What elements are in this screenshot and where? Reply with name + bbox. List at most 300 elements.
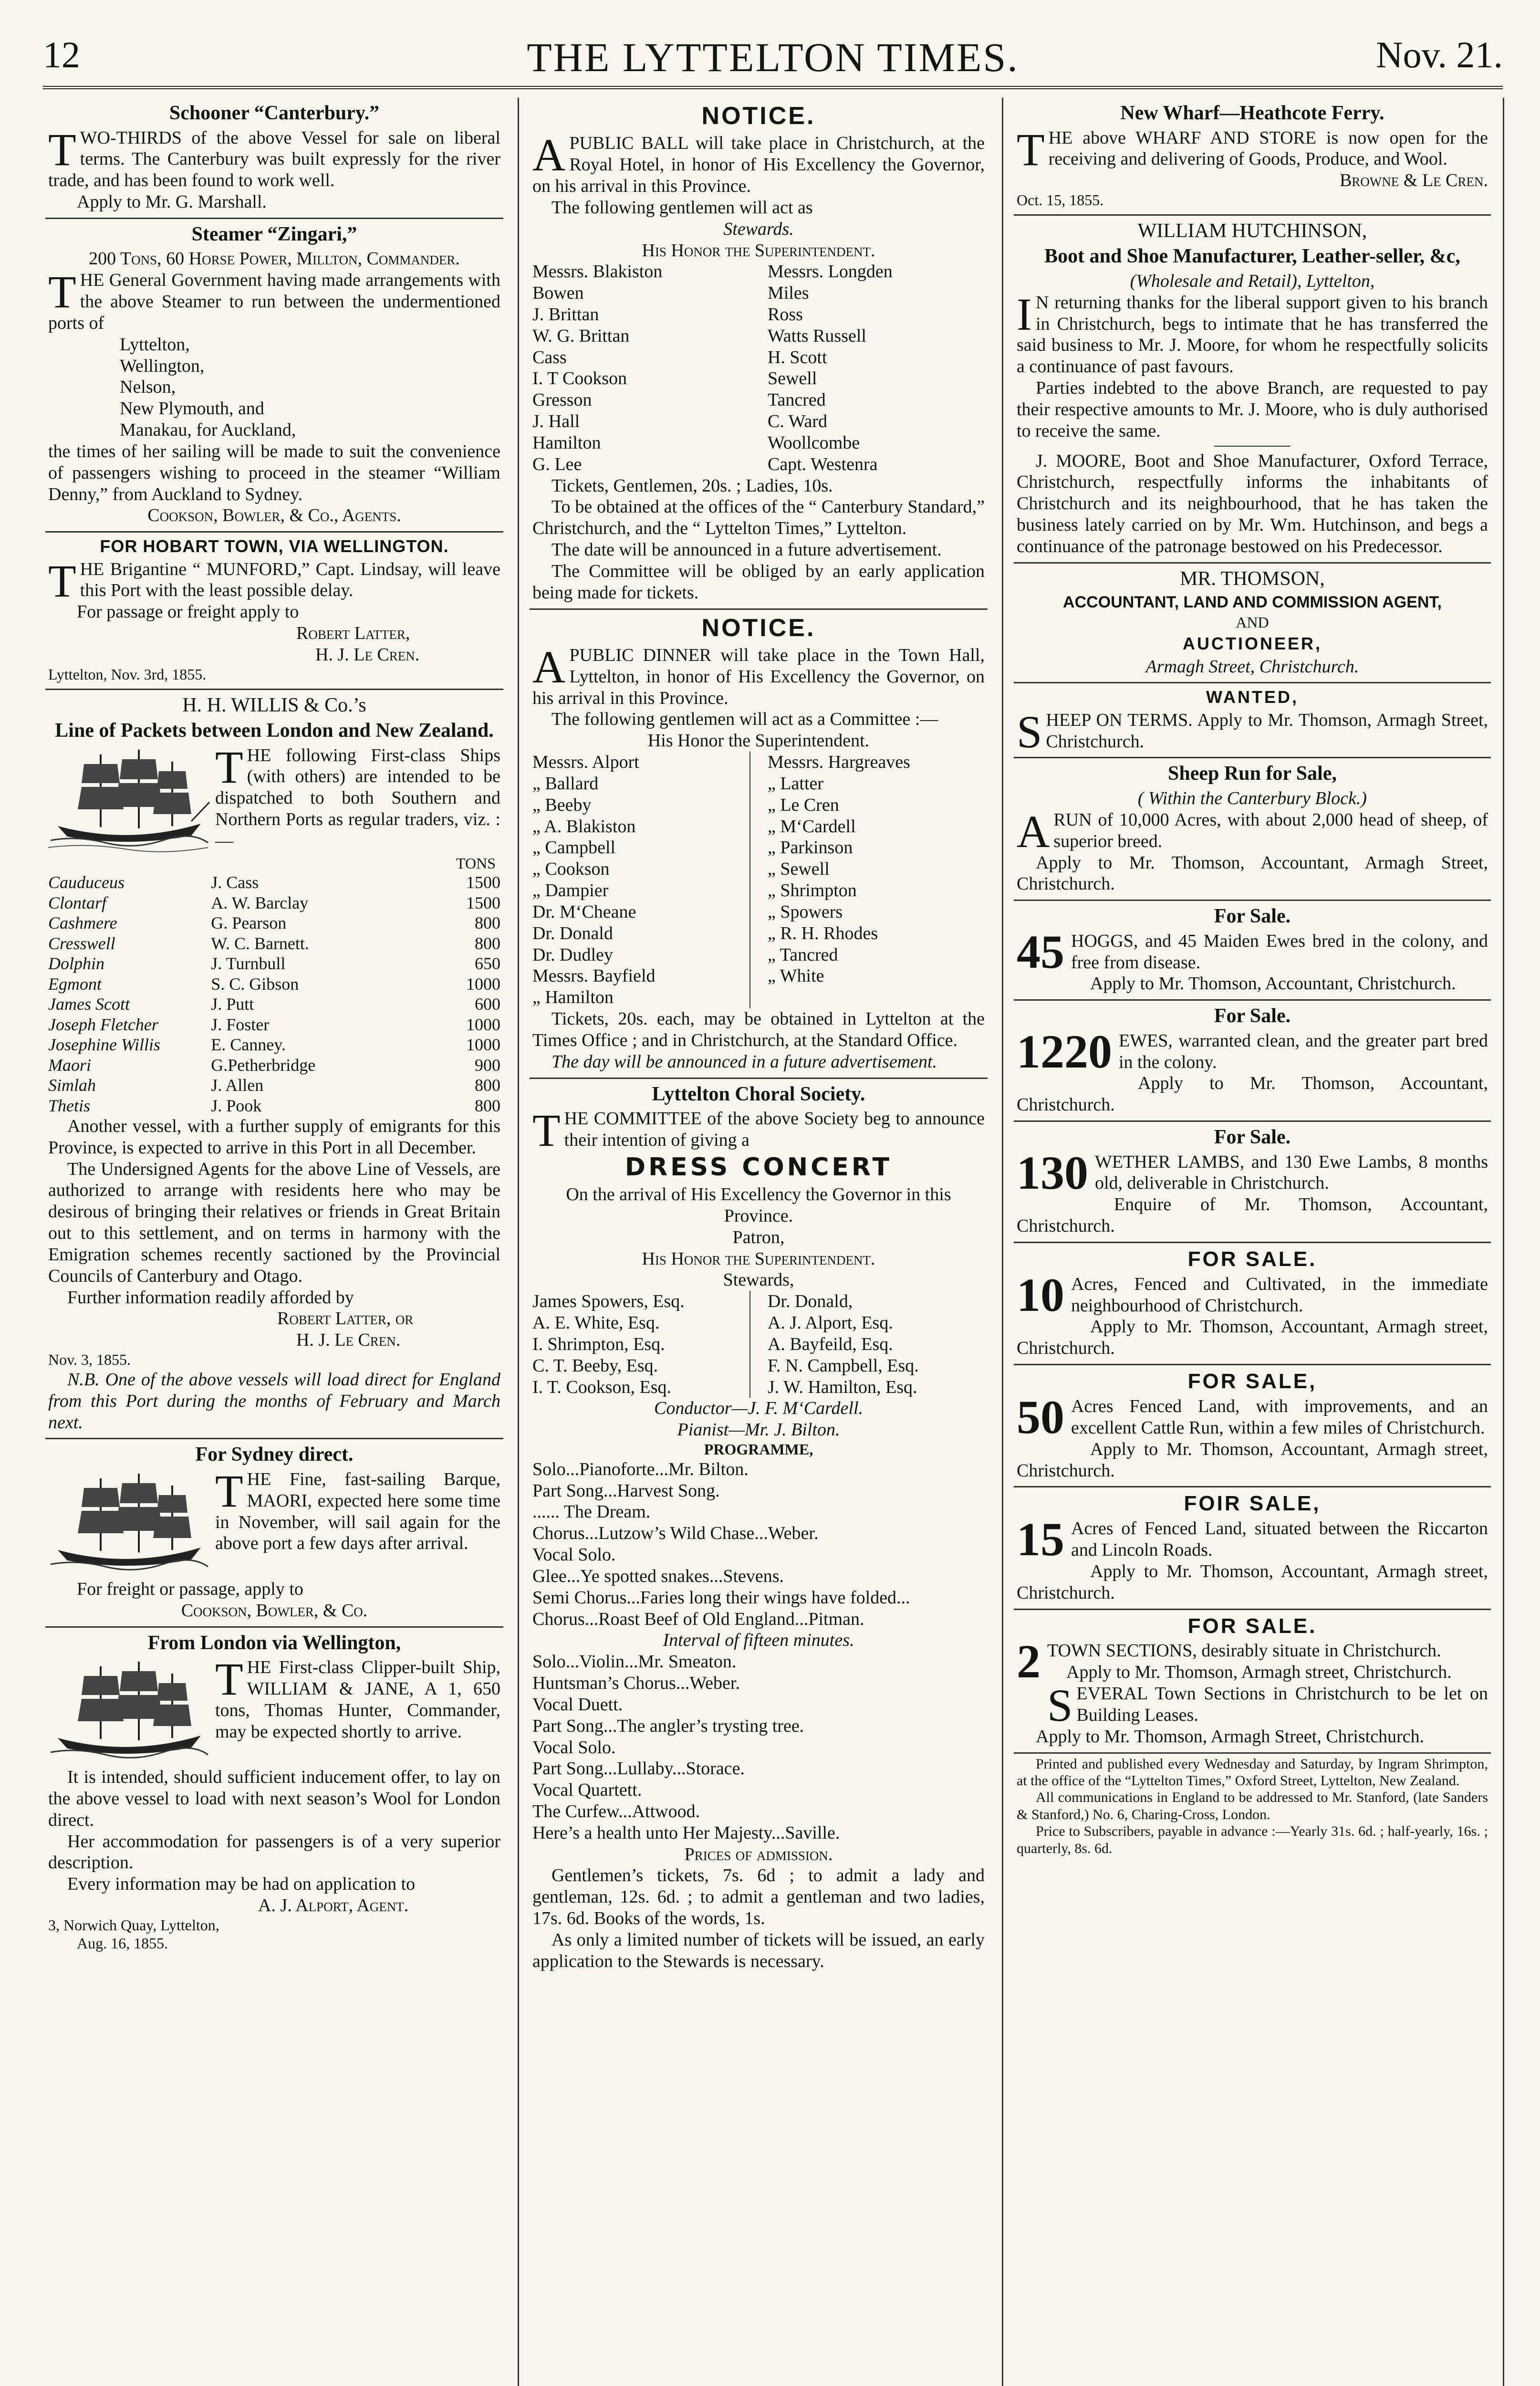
- vessel-name: Thetis: [48, 1096, 91, 1115]
- ad-body: The Committee will be obliged by an early application being made for tickets.: [532, 561, 985, 603]
- committee-name: „ Cookson: [532, 859, 610, 879]
- conductor: Conductor—J. F. M‘Cardell.: [654, 1398, 864, 1419]
- vessel-row: [48, 1096, 500, 1116]
- vessel-row: [48, 994, 500, 1014]
- ad-number: 15: [1017, 1513, 1064, 1566]
- stewards-right: [768, 261, 985, 475]
- committee-name: „ Beeby: [532, 795, 592, 815]
- steward-name: Tancred: [767, 390, 826, 410]
- ad-line: ACCOUNTANT, LAND AND COMMISSION AGENT,: [1063, 593, 1442, 612]
- committee-name: „ Parkinson: [767, 837, 853, 858]
- ad-signature: Cookson, Bowler, & Co.: [181, 1600, 368, 1621]
- ad-number: 2: [1017, 1635, 1041, 1688]
- ad-title: Lyttelton Choral Society.: [652, 1083, 865, 1105]
- ad-body: Acres of Fenced Land, situated between the Riccarton and Lincoln Roads.: [1071, 1518, 1488, 1560]
- steward-name: F. N. Campbell, Esq.: [767, 1355, 919, 1376]
- vessel-master: J. Foster: [211, 1015, 270, 1034]
- drop-cap: A: [532, 129, 566, 181]
- vessel-tons: 800: [475, 1076, 500, 1095]
- ad-title: For Sale.: [1214, 1126, 1291, 1149]
- ad-signature: Cookson, Bowler, & Co., Agents.: [147, 505, 401, 526]
- vessel-name: Cashmere: [48, 913, 117, 933]
- committee-name: „ Spowers: [767, 901, 843, 922]
- vessel-tons: 1500: [466, 873, 500, 892]
- ad-body: HE First-class Clipper-built Ship, WILLIAM & JANE, A 1, 650 tons, Thomas Hunter, Commander, may be expected shortly to arrive.: [215, 1657, 500, 1742]
- port-list: [48, 334, 500, 441]
- drop-cap: S: [1017, 706, 1042, 757]
- ad-dateline: Lyttelton, Nov. 3rd, 1855.: [48, 665, 207, 683]
- ad-signature: H. J. Le Cren.: [296, 1330, 401, 1350]
- vessel-name: Clontarf: [48, 893, 107, 912]
- ad-title: NOTICE.: [701, 102, 816, 130]
- ad-mr-thomson: [1014, 564, 1491, 684]
- programme-item: Semi Chorus...Faries long their wings have folded...: [532, 1587, 910, 1608]
- ad-number: 50: [1017, 1391, 1064, 1444]
- ad-public-dinner: [530, 610, 988, 1079]
- ad-sydney-direct: [45, 1439, 503, 1627]
- ad-body: Further information readily afforded by: [67, 1287, 354, 1308]
- masthead-rule: [43, 86, 1503, 89]
- ship-block: [48, 1465, 500, 1579]
- committee-name: „ Tancred: [767, 944, 838, 965]
- vessel-tons: 800: [475, 933, 500, 953]
- ad-title: H. H. WILLIS & Co.’s: [182, 694, 366, 716]
- port: Nelson,: [120, 377, 176, 398]
- imprint-communications: All communications in England to be addressed to Mr. Stanford, (late Sanders & Stanford,) No. 6, Charing-Cross, London.: [1017, 1790, 1488, 1822]
- drop-cap: T: [48, 266, 76, 318]
- vessel-row: [48, 893, 500, 913]
- steward-name: Gresson: [532, 390, 592, 410]
- vessel-row: [48, 953, 500, 973]
- vessel-tons: 650: [475, 954, 500, 973]
- steward-name: H. Scott: [767, 347, 827, 367]
- committee-name: Messrs. Alport: [532, 752, 639, 773]
- column-divider: [1503, 98, 1504, 2386]
- programme-item: Huntsman’s Chorus...Weber.: [532, 1673, 740, 1694]
- stewards-left: [532, 1291, 750, 1398]
- ad-signature: Robert Latter, or: [277, 1308, 414, 1329]
- ad-dateline: Oct. 15, 1855.: [1017, 191, 1104, 209]
- programme-item: Part Song...Lullaby...Storace.: [532, 1758, 745, 1779]
- ad-title: NOTICE.: [701, 614, 816, 642]
- ad-apply: Apply to Mr. Thomson, Accountant, Christchurch.: [1090, 973, 1456, 994]
- steward-name: James Spowers, Esq.: [532, 1291, 685, 1312]
- patron: His Honor the Superintendent.: [642, 1248, 875, 1269]
- vessel-row: [48, 1015, 500, 1035]
- vessel-row: [48, 974, 500, 994]
- ad-hoggs: [1014, 901, 1491, 1001]
- vessel-row: [48, 872, 500, 892]
- committee-name: „ Sewell: [767, 859, 830, 879]
- ad-body: HE Brigantine “ MUNFORD,” Capt. Lindsay, will leave this Port with the least possible delay.: [80, 559, 500, 601]
- ad-apply: Apply to Mr. Thomson, Armagh street, Christchurch.: [1066, 1662, 1452, 1683]
- sailing-ship-icon: [48, 1657, 210, 1767]
- vessel-master: G. Pearson: [211, 913, 287, 933]
- committee-name: Messrs. Hargreaves: [767, 752, 910, 773]
- ad-body: TOWN SECTIONS, desirably situate in Christchurch.: [1047, 1641, 1441, 1661]
- ad-subtitle: 200 Tons, 60 Horse Power, Millton, Commander.: [89, 249, 460, 269]
- vessel-name: Maori: [48, 1055, 91, 1075]
- steward-name: I. T Cookson: [532, 368, 627, 389]
- committee-list: [532, 752, 985, 1008]
- issue-date: Nov. 21.: [1376, 34, 1503, 75]
- programme-item: Vocal Solo.: [532, 1545, 616, 1565]
- ad-signature: H. J. Le Cren.: [315, 644, 420, 665]
- steward-name: Ross: [767, 304, 803, 324]
- ad-address: Armagh Street, Christchurch.: [1145, 656, 1359, 677]
- tons-label: TONS: [456, 854, 496, 872]
- committee-name: „ A. Blakiston: [532, 816, 636, 837]
- ad-wholesale: (Wholesale and Retail), Lyttelton,: [1130, 271, 1375, 291]
- ad-title: FOR SALE.: [1187, 1614, 1317, 1638]
- ad-apply: Apply to Mr. Thomson, Accountant, Armagh street, Christchurch.: [1017, 1561, 1488, 1603]
- ad-apply: For passage or freight apply to: [77, 602, 299, 622]
- ad-body: RUN of 10,000 Acres, with about 2,000 head of sheep, of superior breed.: [1053, 809, 1488, 851]
- committee-name: „ Hamilton: [532, 987, 614, 1008]
- ad-title: For Sale.: [1214, 1005, 1291, 1027]
- ad-apply: Apply to Mr. Thomson, Accountant, Christchurch.: [1017, 1073, 1488, 1115]
- ad-body: HE COMMITTEE of the above Society beg to announce their intention of giving a: [564, 1109, 985, 1150]
- drop-cap: T: [215, 1653, 243, 1705]
- steward-name: J. W. Hamilton, Esq.: [767, 1377, 917, 1397]
- committee-name: Dr. Dudley: [532, 944, 613, 965]
- ad-body: PUBLIC BALL will take place in Christchurch, at the Royal Hotel, in honor of His Excellency the Governor, on his arrival in this Province.: [532, 133, 985, 197]
- vessel-table: [48, 872, 500, 1116]
- ad-title: From London via Wellington,: [147, 1632, 401, 1654]
- ad-body: the times of her sailing will be made to suit the convenience of passengers wishing to proceed in the steamer “William Denny,” from Auckland to Sydney.: [48, 441, 500, 504]
- ad-body: WO-THIRDS of the above Vessel for sale on liberal terms. The Canterbury was built expressly for the river trade, and has been found to work well.: [48, 127, 500, 191]
- ad-tickets: Tickets, Gentlemen, 20s. ; Ladies, 10s.: [551, 475, 833, 496]
- vessel-tons: 1000: [466, 974, 500, 994]
- ad-title: WILLIAM HUTCHINSON,: [1137, 220, 1367, 242]
- ad-body: WETHER LAMBS, and 130 Ewe Lambs, 8 months old, deliverable in Christchurch.: [1095, 1151, 1488, 1193]
- committee-name: Messrs. Bayfield: [532, 966, 656, 986]
- vessel-name: James Scott: [48, 994, 130, 1014]
- ad-number: 45: [1017, 925, 1064, 978]
- steward-name: Hamilton: [532, 432, 601, 453]
- ad-choral-society: [530, 1079, 988, 1977]
- vessel-tons: 900: [475, 1055, 500, 1075]
- ad-body: Her accommodation for passengers is of a very superior description.: [48, 1831, 500, 1873]
- steward-name: Bowen: [532, 283, 584, 303]
- ship-block: [48, 1653, 500, 1767]
- ad-10-acres: [1014, 1243, 1491, 1365]
- ad-subtitle: Boot and Shoe Manufacturer, Leather-seller, &c,: [1044, 245, 1460, 268]
- ad-number: 130: [1017, 1146, 1088, 1199]
- steward-name: G. Lee: [532, 454, 582, 474]
- ad-apply: For freight or passage, apply to: [77, 1579, 303, 1599]
- port: Lyttelton,: [120, 334, 190, 355]
- programme-label: PROGRAMME,: [704, 1441, 813, 1458]
- ad-body: Acres Fenced Land, with improvements, and an excellent Cattle Run, within a few miles of Christchurch.: [1071, 1396, 1488, 1438]
- ad-body: PUBLIC DINNER will take place in the Town Hall, Lyttelton, in honor of His Excellency the Governor, on his arrival in this Province.: [532, 645, 985, 708]
- vessel-master: W. C. Barnett.: [211, 933, 309, 953]
- vessel-master: J. Allen: [211, 1076, 264, 1095]
- ad-title: WANTED,: [1206, 687, 1299, 707]
- committee-name: Dr. Donald: [532, 923, 613, 943]
- ad-wanted: [1014, 683, 1491, 758]
- steward-name: Messrs. Blakiston: [532, 262, 663, 282]
- steward-name: C. Ward: [767, 411, 827, 432]
- paper-title: THE LYTTELTON TIMES.: [527, 34, 1019, 80]
- ad-note: N.B. One of the above vessels will load direct for England from this Port during the months of February and March next.: [48, 1369, 500, 1433]
- committee-name: Dr. M‘Cheane: [532, 901, 636, 922]
- vessel-tons: 1000: [466, 1015, 500, 1034]
- vessel-master: E. Canney.: [211, 1035, 286, 1055]
- drop-cap: A: [1017, 806, 1050, 857]
- ad-note: The day will be announced in a future advertisement.: [551, 1051, 937, 1072]
- column-divider: [1002, 98, 1003, 2386]
- stewards-label: Stewards.: [723, 219, 794, 239]
- steward-name: W. G. Brittan: [532, 325, 630, 346]
- ad-apply: Apply to Mr. Thomson, Accountant, Armagh street, Christchurch.: [1017, 1317, 1488, 1359]
- committee-name: „ M‘Cardell: [767, 816, 856, 837]
- ad-body: HOGGS, and 45 Maiden Ewes bred in the colony, and free from disease.: [1071, 931, 1488, 973]
- vessel-tons: 1500: [466, 893, 500, 912]
- committee-name: „ Latter: [767, 773, 824, 794]
- port: Manakau, for Auckland,: [120, 420, 296, 440]
- vessel-master: J. Pook: [211, 1096, 262, 1115]
- drop-cap: T: [215, 1465, 243, 1517]
- drop-cap: T: [48, 555, 76, 607]
- column-2: [530, 98, 988, 2386]
- ad-body: HE following First-class Ships (with others) are intended to be dispatched to both Southern and Northern Ports as regular traders, viz. :—: [215, 745, 500, 851]
- ad-body: HE above WHARF AND STORE is now open for the receiving and delivering of Goods, Produce, and Wool.: [1048, 127, 1488, 169]
- ad-town-sections: [1014, 1610, 1491, 1754]
- ad-body: HE General Government having made arrangements with the above Steamer to run between the undermentioned ports of: [48, 270, 500, 333]
- ad-title: FOIR SALE,: [1184, 1492, 1321, 1516]
- ad-title: New Wharf—Heathcote Ferry.: [1120, 102, 1384, 124]
- steward-name: J. Hall: [532, 411, 580, 432]
- vessel-name: Dolphin: [48, 954, 105, 973]
- ad-body: EWES, warranted clean, and the greater part bred in the colony.: [1119, 1030, 1488, 1072]
- ad-body: The Undersigned Agents for the above Line of Vessels, are authorized to arrange with residents here who may be desirous of bringing their relatives or friends in Great Britain out to this settlement, and on terms in harmony with the Emigration schemes recently sactioned by the Provincial Councils of Canterbury and Otago.: [48, 1159, 500, 1286]
- steward-name: I. Shrimpton, Esq.: [532, 1334, 665, 1354]
- ad-body: The date will be announced in a future advertisement.: [551, 540, 942, 560]
- vessel-tons: 1000: [466, 1035, 500, 1055]
- programme-item: Chorus...Lutzow’s Wild Chase...Weber.: [532, 1523, 819, 1544]
- ad-steamer-zingari: [45, 219, 503, 533]
- vessel-row: [48, 1035, 500, 1055]
- imprint: [1014, 1754, 1491, 1862]
- drop-cap: S: [1047, 1680, 1073, 1731]
- ad-apply: Apply to Mr. Thomson, Armagh Street, Christchurch.: [1036, 1726, 1425, 1747]
- port: New Plymouth, and: [120, 398, 264, 419]
- stewards-label: Stewards,: [723, 1270, 794, 1290]
- ad-dateline: Nov. 3, 1855.: [48, 1351, 131, 1369]
- ad-new-wharf: [1014, 98, 1491, 216]
- steward-name: A. Bayfeild, Esq.: [767, 1334, 893, 1354]
- ad-title: For Sydney direct.: [195, 1444, 354, 1466]
- vessel-tons: 600: [475, 994, 500, 1014]
- ad-line: AUCTIONEER,: [1182, 634, 1322, 654]
- ad-title: FOR SALE,: [1187, 1370, 1317, 1393]
- ad-wether-lambs: [1014, 1122, 1491, 1243]
- imprint-price: Price to Subscribers, payable in advance :—Yearly 31s. 6d. ; half-yearly, 16s. ; quarterly, 8s. 6d.: [1017, 1823, 1488, 1856]
- ad-body: EVERAL Town Sections in Christchurch to be let on Building Leases.: [1076, 1684, 1488, 1725]
- superintendent: His Honor the Superintendent.: [642, 240, 875, 261]
- drop-cap: T: [48, 124, 76, 175]
- steward-name: Miles: [767, 283, 809, 303]
- programme-item: Solo...Violin...Mr. Smeaton.: [532, 1652, 737, 1672]
- ad-50-acres: [1014, 1365, 1491, 1487]
- steward-name: Sewell: [767, 368, 817, 389]
- ad-body: The following gentlemen will act as a Committee :—: [551, 709, 938, 730]
- column-divider: [518, 98, 519, 2386]
- ad-15-acres: [1014, 1487, 1491, 1610]
- ad-body: HE Fine, fast-sailing Barque, MAORI, expected here some time in November, will sail again for the above port a few days after arrival.: [215, 1469, 500, 1554]
- sailing-ship-icon: [48, 745, 210, 855]
- imprint-printed: Printed and published every Wednesday and Saturday, by Ingram Shrimpton, at the office of the “Lyttelton Times,” Oxford Street, Lyttelton, New Zealand.: [1017, 1756, 1488, 1789]
- committee-name: „ Campbell: [532, 837, 616, 858]
- port: Wellington,: [120, 356, 205, 376]
- ad-title: Sheep Run for Sale,: [1168, 763, 1337, 785]
- vessel-master: J. Cass: [211, 873, 259, 892]
- interval: Interval of fifteen minutes.: [663, 1630, 854, 1651]
- masthead: [43, 29, 1503, 91]
- programme-item: Part Song...The angler’s trysting tree.: [532, 1716, 804, 1736]
- programme-item: ...... The Dream.: [532, 1502, 651, 1522]
- ad-body: Acres, Fenced and Cultivated, in the immediate neighbourhood of Christchurch.: [1071, 1274, 1488, 1316]
- programme-item: Vocal Solo.: [532, 1737, 616, 1758]
- drop-cap: T: [532, 1105, 561, 1156]
- ad-dateline: Aug. 16, 1855.: [77, 1934, 168, 1952]
- ad-apply: Apply to Mr. G. Marshall.: [77, 192, 267, 212]
- vessel-master: J. Putt: [211, 994, 254, 1014]
- ad-sheep-run: [1014, 758, 1491, 901]
- steward-name: Dr. Donald,: [767, 1291, 853, 1312]
- steward-name: Cass: [532, 347, 567, 367]
- ad-body: N returning thanks for the liberal support given to his branch in Christchurch, begs to intimate that he has transferred the said business to Mr. J. Moore, for whom he respectfully solicits a continuance of past favours.: [1017, 292, 1488, 377]
- sailing-ship-icon: [48, 1469, 210, 1579]
- divider: [1214, 446, 1290, 447]
- ad-subtitle: ( Within the Canterbury Block.): [1137, 788, 1367, 809]
- steward-name: J. Brittan: [532, 304, 599, 324]
- concert-arrival: On the arrival of His Excellency the Governor in this Province.: [566, 1184, 951, 1226]
- drop-cap: A: [532, 641, 566, 692]
- steward-name: Messrs. Longden: [767, 262, 893, 282]
- ad-title: Schooner “Canterbury.”: [169, 102, 380, 124]
- vessel-master: A. W. Barclay: [211, 893, 309, 912]
- stewards-list: [532, 1291, 985, 1398]
- ad-tickets: Tickets, 20s. each, may be obtained in Lyttelton at the Times Office ; and in Christchurch, at the Standard Office.: [532, 1009, 985, 1050]
- vessel-row: [48, 913, 500, 933]
- ad-address: 3, Norwich Quay, Lyttelton,: [48, 1916, 219, 1934]
- ad-body: To be obtained at the offices of the “ Canterbury Standard,” Christchurch, and the “ Lyttelton Times,” Lyttelton.: [532, 497, 985, 539]
- ad-body: Parties indebted to the above Branch, are requested to pay their respective amounts to Mr. J. Moore, who is duly authorised to receive the same.: [1017, 378, 1488, 441]
- committee-left: [532, 752, 750, 1008]
- stewards-list: [532, 261, 985, 475]
- committee-name: „ Le Cren: [767, 795, 839, 815]
- vessel-master: G.Petherbridge: [211, 1055, 316, 1075]
- programme-item: The Curfew...Attwood.: [532, 1801, 700, 1821]
- vessel-row: [48, 1055, 500, 1075]
- vessel-master: J. Turnbull: [211, 954, 286, 973]
- drop-cap: T: [215, 741, 243, 793]
- vessel-name: Egmont: [48, 974, 102, 994]
- pianist: Pianist—Mr. J. Bilton.: [677, 1420, 840, 1440]
- programme-item: Here’s a health unto Her Majesty...Saville.: [532, 1822, 840, 1843]
- ad-and: AND: [1236, 614, 1269, 631]
- ad-apply: Apply to Mr. Thomson, Accountant, Armagh Street, Christchurch.: [1017, 852, 1488, 894]
- ad-subtitle: Line of Packets between London and New Zealand.: [55, 720, 494, 742]
- programme-list: [532, 1459, 985, 1630]
- vessel-rows: [48, 872, 500, 1116]
- vessel-name: Joseph Fletcher: [48, 1015, 158, 1034]
- ad-number: 10: [1017, 1268, 1064, 1321]
- vessel-tons: 800: [475, 1096, 500, 1115]
- vessel-name: Cresswell: [48, 933, 115, 953]
- programme-list: [532, 1651, 985, 1843]
- programme-item: Vocal Quartett.: [532, 1780, 642, 1800]
- ad-willis-packets: [45, 690, 503, 1440]
- stewards-right: [758, 1291, 985, 1398]
- programme-item: Vocal Duett.: [532, 1694, 623, 1715]
- ship-block: [48, 741, 500, 855]
- column-1: [45, 98, 503, 2386]
- programme-item: Solo...Pianoforte...Mr. Bilton.: [532, 1459, 749, 1479]
- ad-body: It is intended, should sufficient inducement offer, to lay on the above vessel to load with next season’s Wool for London direct.: [48, 1767, 500, 1830]
- ad-title: Steamer “Zingari,”: [191, 223, 357, 245]
- ad-william-hutchinson: [1014, 216, 1491, 564]
- ad-title: MR. THOMSON,: [1180, 567, 1325, 590]
- steward-name: I. T. Cookson, Esq.: [532, 1377, 671, 1397]
- stewards-left: [532, 261, 749, 475]
- committee-name: „ Dampier: [532, 880, 609, 901]
- steward-name: Capt. Westenra: [767, 454, 878, 474]
- vessel-tons: 800: [475, 913, 500, 933]
- ad-body: HEEP ON TERMS. Apply to Mr. Thomson, Armagh Street, Christchurch.: [1046, 710, 1488, 752]
- ad-schooner-canterbury: [45, 98, 503, 219]
- vessel-row: [48, 933, 500, 953]
- ad-prices: Gentlemen’s tickets, 7s. 6d ; to admit a lady and gentleman, 12s. 6d. ; to admit a gentleman and two ladies, 17s. 6d. Books of the words, 1s.: [532, 1865, 985, 1929]
- steward-name: A. E. White, Esq.: [532, 1313, 660, 1333]
- column-3: [1014, 98, 1491, 2386]
- vessel-master: S. C. Gibson: [211, 974, 299, 994]
- ad-body: As only a limited number of tickets will be issued, an early application to the Stewards is necessary.: [532, 1929, 985, 1971]
- vessel-name: Josephine Willis: [48, 1035, 160, 1055]
- vessel-row: [48, 1075, 500, 1095]
- ad-ewes: [1014, 1001, 1491, 1122]
- ad-title: FOR HOBART TOWN, VIA WELLINGTON.: [100, 536, 449, 556]
- steward-name: Woollcombe: [767, 432, 860, 453]
- ad-body: The following gentlemen will act as: [551, 197, 813, 218]
- ad-number: 1220: [1017, 1025, 1112, 1078]
- ad-hobart-town: [45, 533, 503, 690]
- superintendent: His Honor the Superintendent.: [647, 731, 870, 751]
- page-number: 12: [43, 34, 80, 75]
- ad-title: FOR SALE.: [1187, 1247, 1317, 1271]
- programme-item: Chorus...Roast Beef of Old England...Pitman.: [532, 1609, 864, 1629]
- steward-name: Watts Russell: [767, 325, 866, 346]
- committee-name: „ White: [767, 966, 824, 986]
- vessel-name: Simlah: [48, 1076, 96, 1095]
- steward-name: A. J. Alport, Esq.: [767, 1313, 893, 1333]
- patron-label: Patron,: [732, 1227, 785, 1247]
- prices-label: Prices of admission.: [684, 1844, 833, 1864]
- programme-item: Part Song...Harvest Song.: [532, 1480, 720, 1501]
- committee-name: „ R. H. Rhodes: [767, 923, 878, 943]
- ad-body: Another vessel, with a further supply of emigrants for this Province, is expected to arrive in this Port in all December.: [48, 1116, 500, 1158]
- vessel-name: Cauduceus: [48, 873, 125, 892]
- steward-name: C. T. Beeby, Esq.: [532, 1355, 658, 1376]
- ad-title: For Sale.: [1214, 905, 1291, 928]
- ad-apply: Apply to Mr. Thomson, Accountant, Armagh street, Christchurch.: [1017, 1439, 1488, 1481]
- ad-body: Every information may be had on application to: [67, 1874, 416, 1894]
- ad-london-via-wellington: [45, 1628, 503, 1957]
- concert-title: DRESS CONCERT: [624, 1152, 893, 1182]
- drop-cap: T: [1017, 124, 1045, 175]
